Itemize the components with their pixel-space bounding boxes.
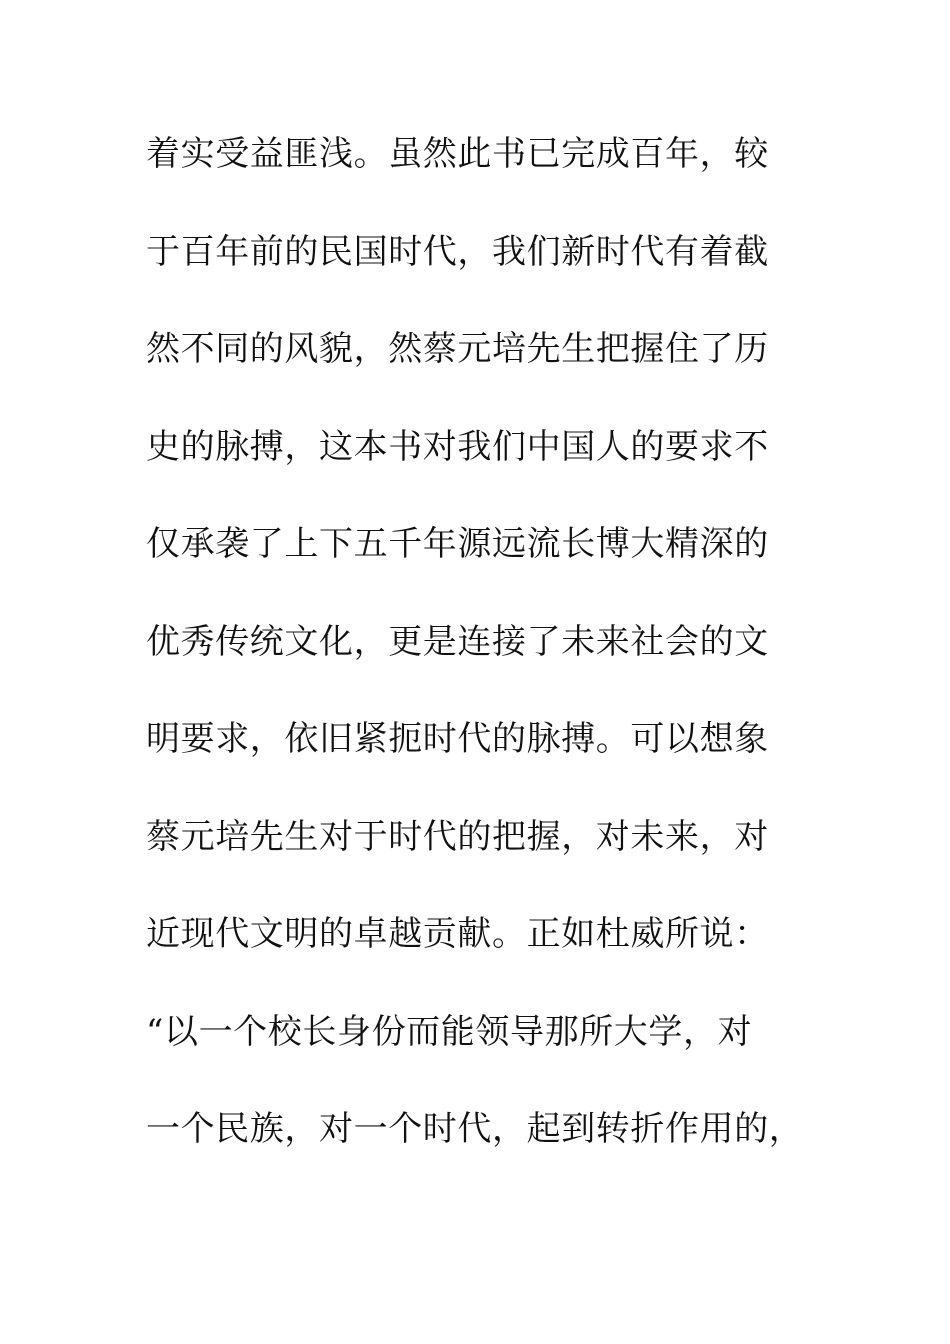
text-line: 一个民族，对一个时代，起到转折作用的， — [146, 1109, 804, 1149]
body-paragraph — [146, 128, 806, 1201]
text-line: 近现代文明的卓越贡献。正如杜威所说： — [146, 914, 769, 954]
text-line: 蔡元培先生对于时代的把握，对未来，对 — [146, 816, 769, 857]
text-line: 仅承袭了上下五千年源远流长博大精深的 — [146, 524, 769, 564]
text-line: 史的脉搏，这本书对我们中国人的要求不 — [146, 426, 769, 467]
text-line: 着实受益匪浅。虽然此书已完成百年，较 — [146, 134, 769, 174]
text-line: 优秀传统文化，更是连接了未来社会的文 — [146, 621, 769, 662]
text-line: 于百年前的民国时代，我们新时代有着截 — [146, 231, 769, 272]
text-line: 然不同的风貌，然蔡元培先生把握住了历 — [146, 329, 769, 369]
text-line: “以一个校长身份而能领导那所大学，对 — [146, 1011, 753, 1052]
text-line: 明要求，依旧紧扼时代的脉搏。可以想象 — [146, 719, 769, 759]
